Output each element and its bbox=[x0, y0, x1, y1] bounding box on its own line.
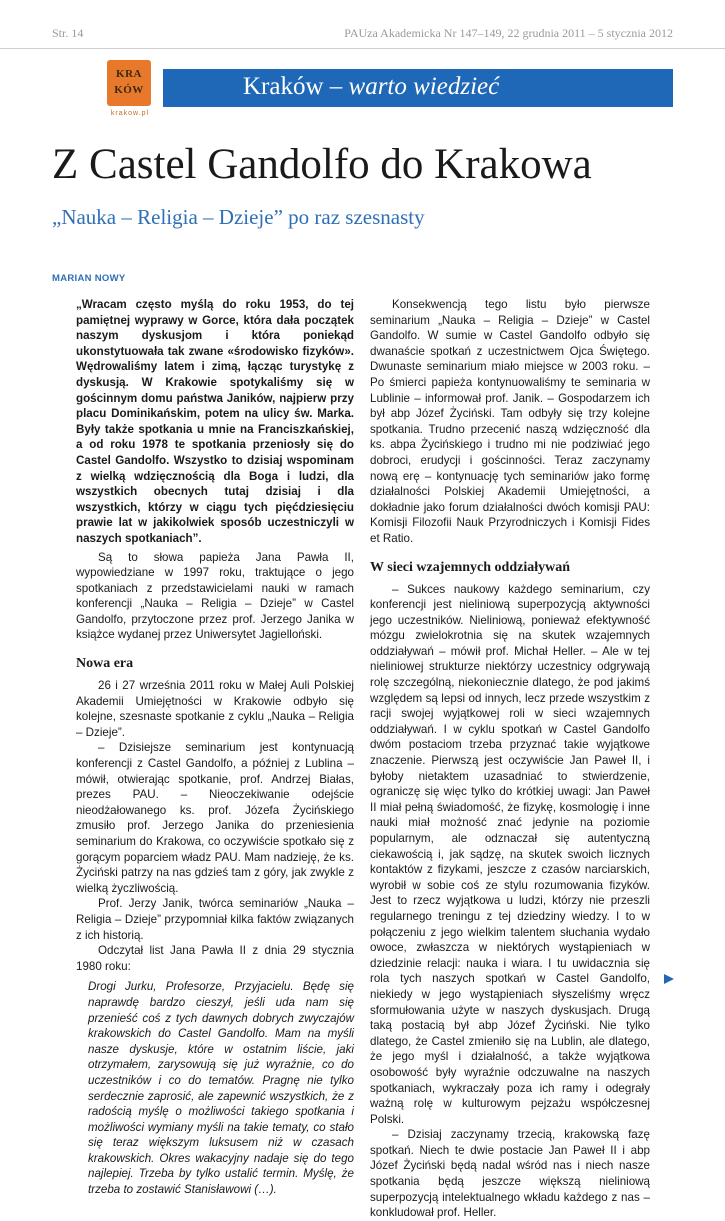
paragraph: Są to słowa papieża Jana Pawła II, wypowiedziane w 1997 roku, traktujące o jego spotkaniach z przedstawicielami nauki w ramach konferencji „Nauka – Religia – Dzieje” w Castel Gandolfo, przytoczone przez prof. Jerzego Janika w książce wydanej przez Uniwersytet Jagielloński. bbox=[76, 550, 354, 642]
continue-arrow-icon bbox=[664, 974, 674, 984]
paragraph: Konsekwencją tego listu było pierwsze seminarium „Nauka – Religia – Dzieje” w Castel Gandolfo. W sumie w Castel Gandolfo odbyło się dwanaście spotkań z uczestnictwem Ojca Świętego. Dwunaste seminarium miało miejsce w 2003 roku. – Po śmierci papieża kontynuowaliśmy te seminaria w Lublinie – informował prof. Janik. – Gospodarzem ich był abp Józef Życiński. Tam odbyły się trzy kolejne spotkania. Trudno przecenić naszą wdzięczność dla ks. abpa Życińskiego i trudno mi nie podziwiać jego dobroci, erudycji i gościnności. Teraz zaczynamy nową erę – kontynuację tych seminariów jako formę działalności Polskiej Akademii Umiejętności, a dokładnie jako forum działalności dwóch komisji PAU: Komisji Filozofii Nauk Przyrodniczych i Komisji Fides et Ratio. bbox=[370, 298, 650, 545]
paragraph: Prof. Jerzy Janik, twórca seminariów „Nauka – Religia – Dzieje” przypomniał kilka faktów związanych z ich historią. bbox=[76, 897, 354, 942]
letter-quote: Drogi Jurku, Profesorze, Przyjacielu. Będę się naprawdę bardzo cieszył, jeśli uda nam się przenieść coś z tych dawnych dobrych zwyczajów krakowskich do Castel Gandolfo. Mam na myśli nasze dyskusje, które w ostatnim liście, jaki otrzymałem, zarysowują się już wyraźnie, co do uczestników i co do tematów. Pragnę nie tylko serdecznie zaprosić, ale zapewnić wszystkich, że z radością myślę o możliwości takiego spotkania i możliwości wymiany myśli na takie tematy, co stało się teraz większym luksusem niż w czasach krakowskich. Okres wakacyjny nadaje się do tego najlepiej. Trzeba by tylko ustalić termin. Myślę, że trzeba to zostawić Stanisławowi (…). bbox=[88, 980, 354, 1197]
issue-info: PAUza Akademicka Nr 147–149, 22 grudnia 2011 – 5 stycznia 2012 bbox=[344, 26, 673, 40]
left-column bbox=[76, 297, 354, 1198]
lead-quote: „Wracam często myślą do roku 1953, do tej pamiętnej wyprawy w Gorce, która dała początek naszym dyskusjom i która poniekąd ukonstytuowała tak zwane «środowisko fizyków». Wędrowaliśmy latem i zimą, łącząc turystykę z dyskusją. W Krakowie spotykaliśmy się w gościnnym domu państwa Janików, najpierw przy placu Dominikańskim, potem na ulicy św. Marka. Były także spotkania u mnie na Franciszkańskiej, a od roku 1978 te spotkania przeniosły się do Castel Gandolfo. Wszystko to dzisiaj wspominam z wielką wdzięcznością dla Boga i ludzi, dla wszystkich obecnych tutaj dzisiaj i dla wszystkich, którzy w ciągu tych pięćdziesięciu prawie lat w jakikolwiek sposób uczestniczyli w naszych spotkaniach”. bbox=[76, 298, 354, 545]
banner-tagline: warto wiedzieć bbox=[348, 73, 500, 100]
banner-title bbox=[243, 73, 499, 101]
paragraph: 26 i 27 września 2011 roku w Małej Auli Polskiej Akademii Umiejętności w Krakowie odbyło się kolejne, szesnaste spotkanie z cyklu „Nauka – Religia – Dzieje”. bbox=[76, 679, 354, 739]
banner-city: Kraków bbox=[243, 73, 324, 100]
logo-text-line1: KRA bbox=[116, 68, 142, 80]
section-heading-w-sieci: W sieci wzajemnych oddziaływań bbox=[370, 559, 571, 575]
paragraph: – Dzisiaj zaczynamy trzecią, krakowską fazę spotkań. Niech te dwie postacie Jan Paweł II i abp Józef Życiński będą nadal wśród nas i niech nasze spotkania będą jeszcze większą nieliniową superpozycją intelektualnego wkładu każdego z nas –konkludował prof. Heller. bbox=[370, 1128, 650, 1220]
paragraph: – Dzisiejsze seminarium jest kontynuacją konferencji z Castel Gandolfo, a później z Lublina – mówił, otwierając spotkanie, prof. Andrzej Białas, prezes PAU. – Nieoczekiwanie odejście nieodżałowanego ks. prof. Józefa Życińskiego zmusiło prof. Jerzego Janika do przeniesienia seminarium do Krakowa, co oczywiście spotkało się z gorącym poparciem władz PAU. Mam nadzieję, że ks. Życiński patrzy na nas gdzieś tam z góry, jak zwykle z wielką życzliwością. bbox=[76, 741, 354, 895]
page-number: Str. 14 bbox=[52, 26, 84, 40]
section-banner bbox=[163, 69, 673, 107]
logo-url: krakow.pl bbox=[110, 110, 150, 117]
krakow-logo bbox=[107, 60, 153, 122]
logo-text-line2: KÓW bbox=[114, 84, 144, 96]
paragraph: – Sukces naukowy każdego seminarium, czy konferencji jest nieliniową superpozycją aktywności jego uczestników. Nieliniową, ponieważ efektywność mózgu zwielokrotnia się na skutek wzajemnych oddziaływań – mówił prof. Michał Heller. – Ale w tej nieliniowej strukturze niektórzy uczestnicy odgrywają rolę szczególną, niekoniecznie dlatego, że pod jakimś względem są lepsi od innych, lecz przede wszystkim z racji swojej wyjątkowej roli w sieci wzajemnych oddziaływań. I w cyklu spotkań w Castel Gandolfo dwóm postaciom trzeba przyznać takie wyjątkowe znaczenie. Pierwszą jest oczywiście Jan Paweł II, i byłoby nietaktem uzasadniać to stwierdzenie, ograniczę się więc tylko do krótkiej uwagi: Jan Paweł II miał pełną świadomość, że fizykę, kosmologię i inne nauki miał możność znać jedynie na poziomie popularnym, ale odznaczał się autentyczną ciekawością i, jak sądzę, na skutek swoich licznych kontaktów z fizykami, jeszcze z czasów narciarskich, wyrobił w sobie coś ze stylu rozumowania fizyków. Jest to rzecz wyjątkowa u ludzi, którzy nie przeszli regularnego treningu z tej dziedziny wiedzy. I to w połączeniu z jego wielkim talentem słuchania wydało owoce, zwłaszcza w niektórych wystąpieniach w dziedzinie relacji: nauka i wiara. I tu uwidacznia się rola tych naszych spotkań w Castel Gandolfo, niekiedy w jego wystąpieniach słyszeliśmy wręcz sformułowania użyte w naszych dyskusjach. Drugą taką postacią był abp Józef Życiński. Nie tylko dlatego, że Castel zmieniło się na Lublin, ale dlatego, że jego myśl i działalność, a także wyjątkowa osobowość były wyraźnie odczuwalne na naszych spotkaniach, wykraczały poza ich ramy i odegrały ważną rolę w kulturowym pejzażu współczesnej Polski. bbox=[370, 582, 650, 1126]
logo-badge bbox=[107, 60, 151, 106]
header-divider bbox=[0, 48, 725, 49]
article-subtitle: „Nauka – Religia – Dzieje” po raz szesnasty bbox=[52, 205, 425, 229]
article-author: MARIAN NOWY bbox=[52, 273, 126, 284]
banner-dash: – bbox=[323, 73, 349, 100]
paragraph: Odczytał list Jana Pawła II z dnia 29 stycznia 1980 roku: bbox=[76, 944, 354, 973]
section-heading-nowa-era: Nowa era bbox=[76, 656, 134, 672]
article-title: Z Castel Gandolfo do Krakowa bbox=[52, 141, 592, 188]
right-column bbox=[370, 297, 650, 1221]
